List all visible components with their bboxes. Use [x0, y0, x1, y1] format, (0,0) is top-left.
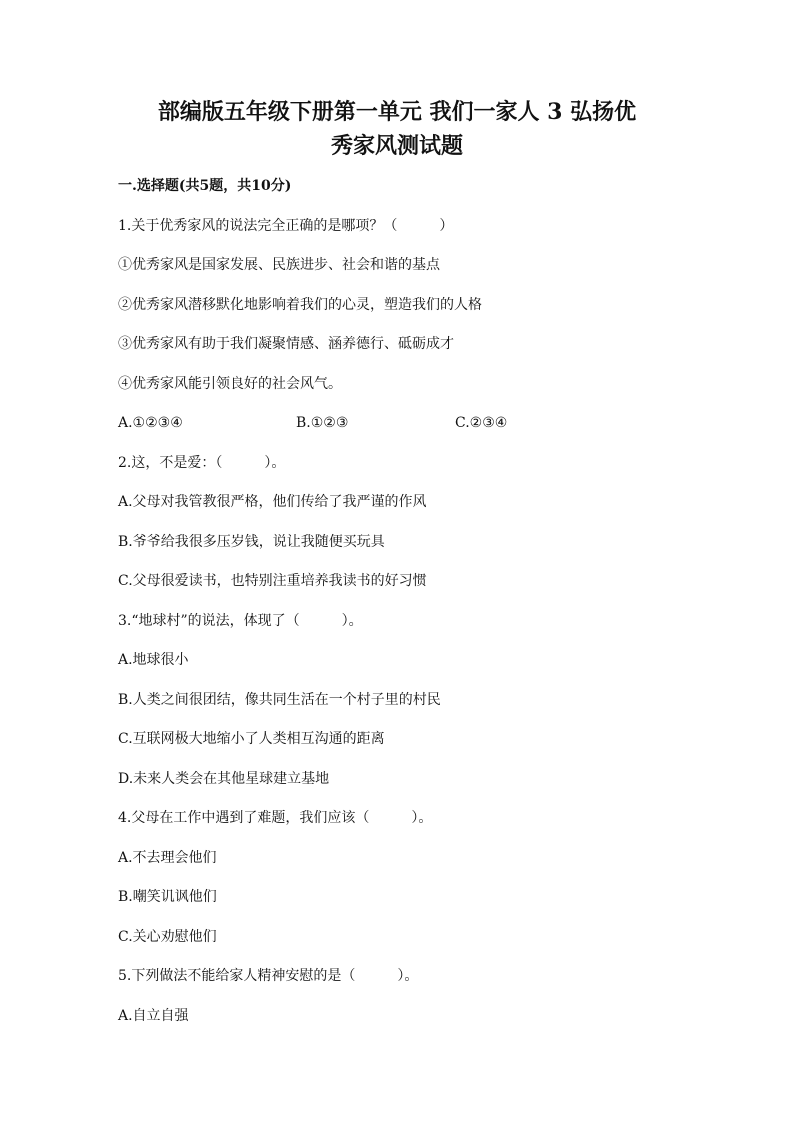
document-title-line-2: 秀家风测试题: [330, 133, 463, 159]
question-3-stem: 3.“地球村”的说法，体现了（ ）。: [118, 613, 363, 629]
question-5-option-a: A.自立自强: [118, 1008, 189, 1024]
question-5-stem: 5.下列做法不能给家人精神安慰的是（ ）。: [118, 968, 419, 984]
question-4-option-a: A.不去理会他们: [118, 850, 217, 866]
question-2-stem: 2.这，不是爱：（ ）。: [118, 455, 286, 471]
question-2-option-c: C.父母很爱读书，也特别注重培养我读书的好习惯: [118, 573, 427, 589]
question-1-option-c: C.②③④: [455, 415, 508, 431]
question-1-statement-2: ②优秀家风潜移默化地影响着我们的心灵，塑造我们的人格: [118, 297, 482, 313]
question-3-option-c: C.互联网极大地缩小了人类相互沟通的距离: [118, 731, 385, 747]
question-4-option-c: C.关心劝慰他们: [118, 929, 217, 945]
question-4-option-b: B.嘲笑讥讽他们: [118, 889, 217, 905]
question-1-option-a: A.①②③④: [118, 415, 183, 431]
question-3-option-b: B.人类之间很团结，像共同生活在一个村子里的村民: [118, 692, 441, 708]
question-1-statement-4: ④优秀家风能引领良好的社会风气。: [118, 376, 342, 392]
question-1-statement-3: ③优秀家风有助于我们凝聚情感、涵养德行、砥砺成才: [118, 336, 454, 352]
question-2-option-a: A.父母对我管教很严格，他们传给了我严谨的作风: [118, 494, 427, 510]
question-3-option-a: A.地球很小: [118, 652, 189, 668]
question-4-stem: 4.父母在工作中遇到了难题，我们应该（ ）。: [118, 810, 433, 826]
question-1-statement-1: ①优秀家风是国家发展、民族进步、社会和谐的基点: [118, 257, 440, 273]
question-3-option-d: D.未来人类会在其他星球建立基地: [118, 771, 330, 787]
question-1-stem: 1.关于优秀家风的说法完全正确的是哪项？（ ）: [118, 218, 454, 234]
question-2-option-b: B.爷爷给我很多压岁钱，说让我随便买玩具: [118, 534, 385, 550]
question-1-option-b: B.①②③: [296, 415, 349, 431]
section-heading: 一.选择题(共5题，共10分): [118, 178, 292, 194]
document-title-line-1: 部编版五年级下册第一单元 我们一家人 3 弘扬优: [157, 99, 637, 125]
